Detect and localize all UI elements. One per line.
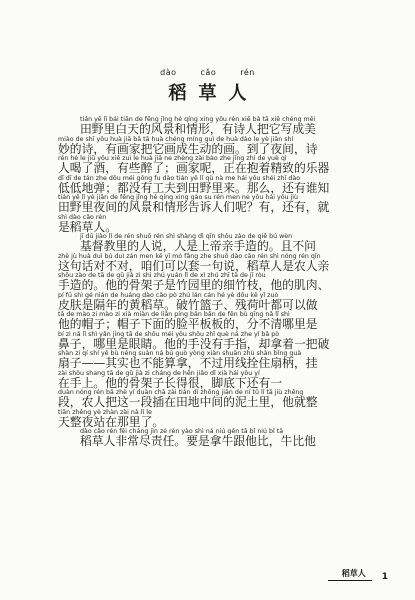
pinyin-line: zhè jù huà duì bú duì zán men kě yǐ mó fǎng zhe shuō dào cǎo rén shì nóng rén qīn — [58, 252, 321, 260]
title-pinyin-syllable: dào — [160, 68, 177, 77]
pinyin-line: jī dū jiào lǐ de rén shuō rén shì shàng dì qīn shǒu zào de qiě bú wèn — [80, 233, 293, 240]
title-pinyin-syllable: cǎo — [200, 68, 217, 77]
pinyin-line: dī dī de tán zhe dōu méi gōng fu dào tián yě lǐ qù nà me hái yǒu shéi zhī dào — [58, 174, 301, 182]
hanzi-line: 扇子——其实也不能算拿，不过用线拴住扇柄，挂 — [58, 357, 318, 370]
pinyin-line: bí zi nǎ lǐ shì yǎn jing tā de shǒu méi yǒu shǒu zhǐ què ná zhe yì bǎ pò — [58, 330, 280, 338]
footer-title: 稻草人 — [328, 568, 372, 581]
pinyin-line: shì dào cǎo rén — [58, 213, 107, 221]
title-text: 稻草人 — [168, 83, 259, 104]
pinyin-line: miào de shī yǒu huà jiā bǎ tā huà chéng míng guì de huà dào le yè jiān shí — [58, 135, 294, 143]
story-body — [58, 116, 376, 448]
hanzi-line: 稻草人非常尽责任。要是拿牛跟他比，牛比他 — [80, 435, 316, 448]
pinyin-line: tā de mào zi mào zi xià miàn de liǎn píng bǎn bǎn de fēn bù qīng nǎ lǐ shì — [58, 311, 290, 318]
text-line — [58, 136, 376, 156]
hanzi-line: 皮肤是隔年的黄稻草。破竹篮子、残荷叶都可以做 — [58, 298, 318, 311]
pinyin-line: duàn nóng rén bǎ zhè yí duàn chā zài tián dì zhōng jiān de ní tǔ lǐ tā jiù zhěng — [58, 389, 304, 396]
text-line — [58, 116, 376, 136]
text-line — [58, 272, 376, 292]
hanzi-line: 田野里白天的风景和情形，有诗人把它写成美 — [80, 123, 316, 136]
hanzi-line: 是稻草人。 — [58, 220, 117, 233]
text-line — [58, 350, 376, 370]
hanzi-line: 他的帽子；帽子下面的脸平板板的，分不清哪里是 — [58, 318, 318, 331]
text-line — [58, 292, 376, 312]
text-line — [58, 253, 376, 273]
hanzi-line: 段，农人把这一段插在田地中间的泥土里，他就整 — [58, 396, 318, 409]
text-line — [58, 175, 376, 195]
pinyin-line: shǒu zào de tā de gǔ jià zi shì zhú yuán lǐ de xì zhú zhī tā de jī ròu — [58, 272, 266, 279]
hanzi-line: 在手上。他的骨架子长得很，脚底下还有一 — [58, 376, 283, 389]
pinyin-line: shàn zi qí shí yě bù néng suàn ná bú guò yòng xiàn shuān zhù shàn bǐng guà — [58, 350, 302, 357]
page-footer — [276, 568, 388, 581]
text-line — [58, 370, 376, 390]
page-number: 1 — [381, 572, 388, 582]
text-line — [58, 331, 376, 351]
pinyin-line: rén hé le jiǔ yǒu xiē zuì le huà jiā ne zhèng zài bào zhe jīng zhì de yuè qì — [58, 155, 287, 162]
hanzi-line: 妙的诗，有画家把它画成生动的画。到了夜间，诗 — [58, 142, 318, 155]
text-line — [58, 233, 376, 253]
text-line — [58, 194, 376, 214]
pinyin-line: dào cǎo rén fēi cháng jìn zé rèn yào shì ná niú gēn tā bǐ niú bǐ tā — [80, 428, 284, 435]
hanzi-line: 鼻子，哪里是眼睛。他的手没有手指，却拿着一把破 — [58, 337, 330, 350]
hanzi-line: 天整夜站在那里了。 — [58, 415, 165, 428]
pinyin-line: tián yě lǐ yè jiān de fēng jǐng hé qíng xing gào su rén men ne yǒu hái yǒu jiù — [58, 194, 299, 201]
title-pinyin-syllable: rén — [240, 68, 255, 77]
hanzi-line: 手造的。他的骨架子是竹园里的细竹枝，他的肌肉、 — [58, 279, 330, 292]
chapter-title — [0, 68, 415, 105]
text-line — [58, 428, 376, 448]
pinyin-line: zài shǒu shang tā de gǔ jià zi cháng de hěn jiǎo dǐ xià hái yǒu yí — [58, 369, 260, 377]
hanzi-line: 基督教里的人说，人是上帝亲手造的。且不问 — [80, 240, 316, 253]
pinyin-line: pí fū shì gé nián de huáng dào cǎo pò zhú lán cán hé yè dōu kě yǐ zuò — [58, 291, 279, 299]
text-line — [58, 214, 376, 234]
hanzi-line: 低低地弹；都没有工夫到田野里来。那么，还有谁知 — [58, 181, 330, 194]
text-line — [58, 155, 376, 175]
pinyin-line: tiān zhěng yè zhàn zài nà lǐ le — [58, 408, 152, 416]
text-line — [58, 389, 376, 409]
text-line — [58, 409, 376, 429]
hanzi-line: 这句话对不对，咱们可以套一句说，稻草人是农人亲 — [58, 259, 330, 272]
hanzi-line: 人喝了酒，有些醉了；画家呢，正在抱着精致的乐器 — [58, 162, 330, 175]
title-pinyin — [0, 68, 415, 77]
hanzi-line: 田野里夜间的风景和情形告诉人们呢？有，还有，就 — [58, 201, 330, 214]
pinyin-line: tián yě lǐ bái tiān de fēng jǐng hé qíng xing yǒu rén xiě bǎ tā xiě chéng měi — [80, 116, 316, 123]
text-line — [58, 311, 376, 331]
